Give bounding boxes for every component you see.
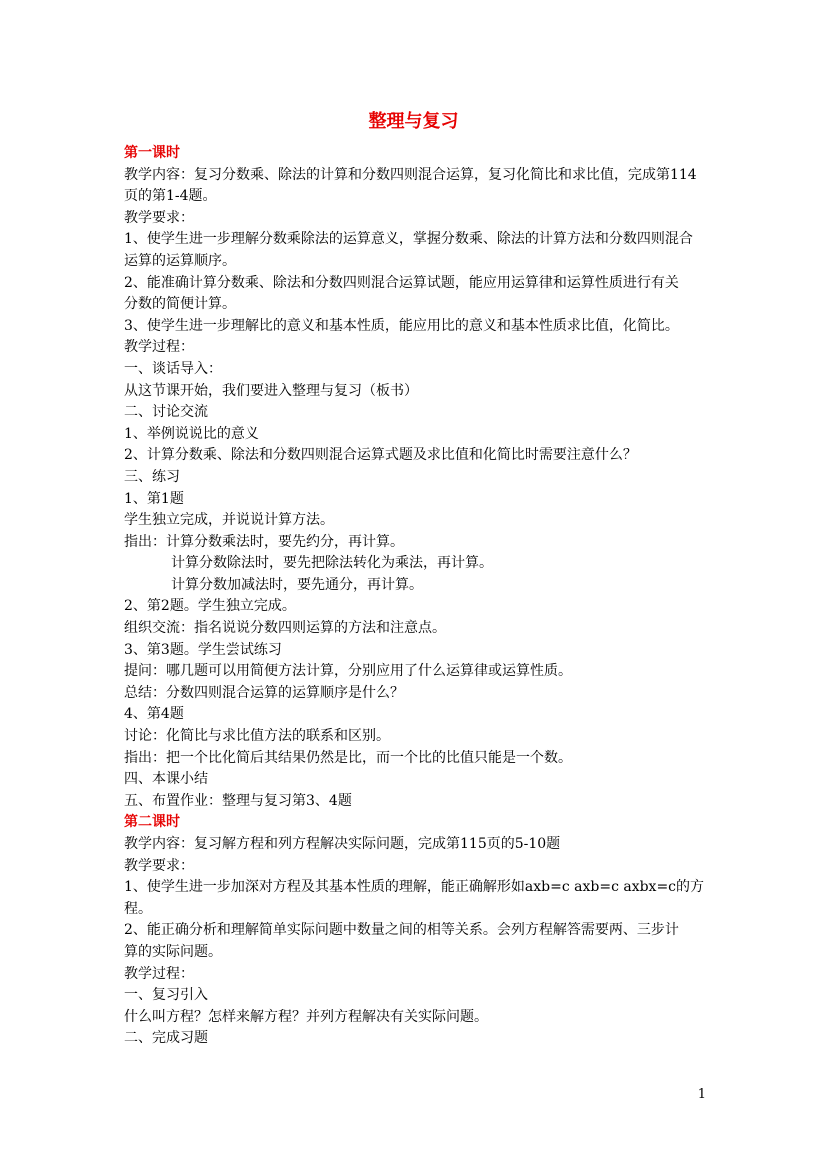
text-line: 组织交流：指名说说分数四则运算的方法和注意点。 [124, 620, 446, 637]
text-line: 三、练习 [124, 468, 180, 485]
page-title: 整理与复习 [368, 111, 459, 132]
text-line: 2、第2题。学生独立完成。 [124, 598, 296, 615]
text-line: 2、能准确计算分数乘、除法和分数四则混合运算试题，能应用运算律和运算性质进行有关 [124, 274, 679, 291]
text-line: 1、第1题 [124, 490, 184, 507]
text-line: 1、使学生进一步加深对方程及其基本性质的理解，能正确解形如axb=c axb=c axbx=c的方 [124, 879, 705, 896]
lesson-heading: 第二课时 [124, 814, 180, 831]
text-line: 2、能正确分析和理解简单实际问题中数量之间的相等关系。会列方程解答需要两、三步计 [124, 922, 679, 939]
text-line: 五、布置作业：整理与复习第3、4题 [124, 792, 352, 809]
document-body [124, 143, 714, 1050]
text-line: 指出：把一个比化简后其结果仍然是比，而一个比的比值只能是一个数。 [124, 749, 572, 766]
text-line: 提问：哪几题可以用简便方法计算，分别应用了什么运算律或运算性质。 [124, 663, 572, 680]
text-line: 教学内容：复习分数乘、除法的计算和分数四则混合运算，复习化简比和求比值，完成第114 [124, 166, 697, 183]
text-line: 2、计算分数乘、除法和分数四则混合运算式题及求比值和化简比时需要注意什么？ [124, 447, 637, 464]
text-line: 页的第1-4题。 [124, 188, 217, 205]
page-number: 1 [697, 1087, 706, 1102]
text-line: 算的实际问题。 [124, 943, 222, 960]
text-line: 教学要求： [124, 209, 194, 226]
text-line: 四、本课小结 [124, 771, 208, 788]
text-line: 4、第4题 [124, 706, 184, 723]
text-line: 总结：分数四则混合运算的运算顺序是什么？ [124, 684, 404, 701]
text-line: 程。 [124, 900, 152, 917]
text-line: 1、使学生进一步理解分数乘除法的运算意义，掌握分数乘、除法的计算方法和分数四则混合 [124, 231, 693, 248]
text-line: 二、完成习题 [124, 1030, 208, 1047]
text-line: 一、复习引入 [124, 987, 208, 1004]
text-line: 分数的简便计算。 [124, 296, 236, 313]
text-line: 1、举例说说比的意义 [124, 425, 259, 442]
text-line: 3、第3题。学生尝试练习 [124, 641, 282, 658]
text-line: 从这节课开始，我们要进入整理与复习（板书） [124, 382, 418, 399]
text-line: 教学过程： [124, 339, 194, 356]
text-line: 教学要求： [124, 857, 194, 874]
text-line: 二、讨论交流 [124, 404, 208, 421]
text-line: 运算的运算顺序。 [124, 252, 236, 269]
text-line: 讨论：化简比与求比值方法的联系和区别。 [124, 728, 390, 745]
text-line: 学生独立完成，并说说计算方法。 [124, 512, 334, 529]
text-line: 3、使学生进一步理解比的意义和基本性质，能应用比的意义和基本性质求比值，化简比。 [124, 317, 679, 334]
text-line: 教学内容：复习解方程和列方程解决实际问题，完成第115页的5-10题 [124, 836, 561, 852]
text-line: 教学过程： [124, 965, 194, 982]
text-line: 指出：计算分数乘法时，要先约分，再计算。 [124, 533, 404, 550]
text-line: 什么叫方程？怎样来解方程？并列方程解决有关实际问题。 [124, 1008, 488, 1025]
text-line: 一、谈话导入： [124, 360, 222, 377]
text-line: 计算分数除法时，要先把除法转化为乘法，再计算。 [171, 555, 493, 572]
text-line: 计算分数加减法时，要先通分，再计算。 [171, 576, 423, 593]
lesson-heading: 第一课时 [124, 145, 180, 161]
